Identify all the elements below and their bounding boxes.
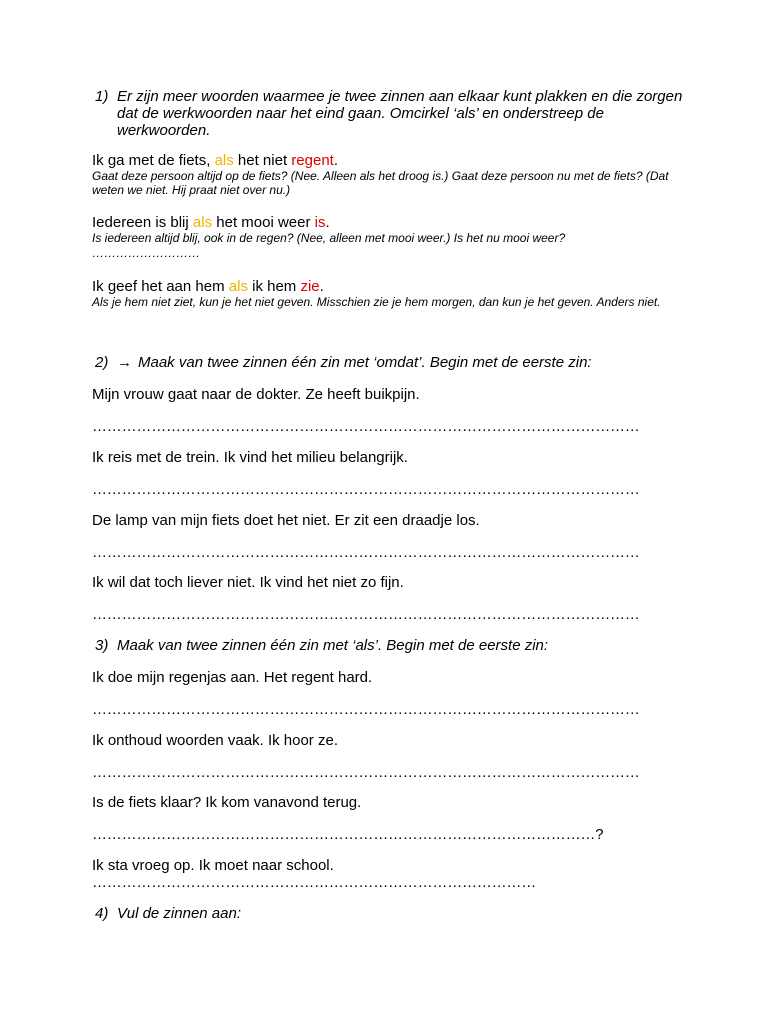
q2-item-3: De lamp van mijn fiets doet het niet. Er zit een draadje los. <box>92 512 480 529</box>
q3-instruction: Maak van twee zinnen één zin met ‘als’. Begin met de eerste zin: <box>117 637 549 654</box>
q3-answer-line-3[interactable]: …………………………………………………………………………………………? <box>92 826 604 843</box>
q4-instruction: Vul de zinnen aan: <box>117 905 241 922</box>
q3-number: 3) <box>95 637 109 654</box>
q3-item-1: Ik doe mijn regenjas aan. Het regent hard. <box>92 669 373 686</box>
arrow-right-icon: → <box>117 354 132 371</box>
q3-item-2: Ik onthoud woorden vaak. Ik hoor ze. <box>92 732 338 749</box>
q1-example-2-answer-dots: ……………………… <box>92 246 200 260</box>
q4-number: 4) <box>95 905 109 922</box>
conjunction-als: als <box>228 278 248 295</box>
q2-item-1: Mijn vrouw gaat naar de dokter. Ze heeft buikpijn. <box>92 386 420 403</box>
verb: zie <box>300 278 320 295</box>
q2-item-2: Ik reis met de trein. Ik vind het milieu belangrijk. <box>92 449 408 466</box>
conjunction-als: als <box>214 152 234 169</box>
conjunction-als: als <box>192 214 213 231</box>
q3-item-4: Ik sta vroeg op. Ik moet naar school. <box>92 857 334 874</box>
q2-answer-line-4[interactable]: ………………………………………………………………………………………………… <box>92 606 640 623</box>
verb: is <box>314 214 326 231</box>
q1-example-1-note: Gaat deze persoon altijd op de fiets? (Nee. Alleen als het droog is.) Gaat deze persoon nu met de fiets? (Dat weten we niet. Hij praat niet over nu.) <box>92 169 669 197</box>
q3-item-3: Is de fiets klaar? Ik kom vanavond terug. <box>92 794 362 811</box>
q2-number: 2) <box>95 354 109 371</box>
q1-instruction: Er zijn meer woorden waarmee je twee zinnen aan elkaar kunt plakken en die zorgen dat de werkwoorden naar het eind gaan. Omcirkel ‘als’ en onderstreep de werkwoorden. <box>117 88 683 139</box>
q1-number: 1) <box>95 88 109 105</box>
q3-answer-line-2[interactable]: ………………………………………………………………………………………………… <box>92 764 640 781</box>
q3-answer-line-4[interactable]: ……………………………………………………………………………… <box>92 874 537 891</box>
q3-answer-line-1[interactable]: ………………………………………………………………………………………………… <box>92 701 640 718</box>
q1-example-3: Ik geef het aan hem als ik hem zie. <box>92 278 324 295</box>
q2-answer-line-3[interactable]: ………………………………………………………………………………………………… <box>92 544 640 561</box>
q1-example-3-note: Als je hem niet ziet, kun je het niet geven. Misschien zie je hem morgen, dan kun je het geven. Anders niet. <box>92 295 661 309</box>
q1-example-1: Ik ga met de fiets, als het niet regent. <box>92 152 339 169</box>
q2-item-4: Ik wil dat toch liever niet. Ik vind het niet zo fijn. <box>92 574 404 591</box>
q1-example-2-note: Is iedereen altijd blij, ook in de regen? (Nee, alleen met mooi weer.) Is het nu mooi weer? <box>92 231 566 245</box>
q2-answer-line-1[interactable]: ………………………………………………………………………………………………… <box>92 418 640 435</box>
q2-instruction: Maak van twee zinnen één zin met ‘omdat’. Begin met de eerste zin: <box>138 354 592 371</box>
q2-answer-line-2[interactable]: ………………………………………………………………………………………………… <box>92 481 640 498</box>
verb: regent <box>291 152 334 169</box>
q1-example-2: Iedereen is blij als het mooi weer is. <box>92 214 330 231</box>
